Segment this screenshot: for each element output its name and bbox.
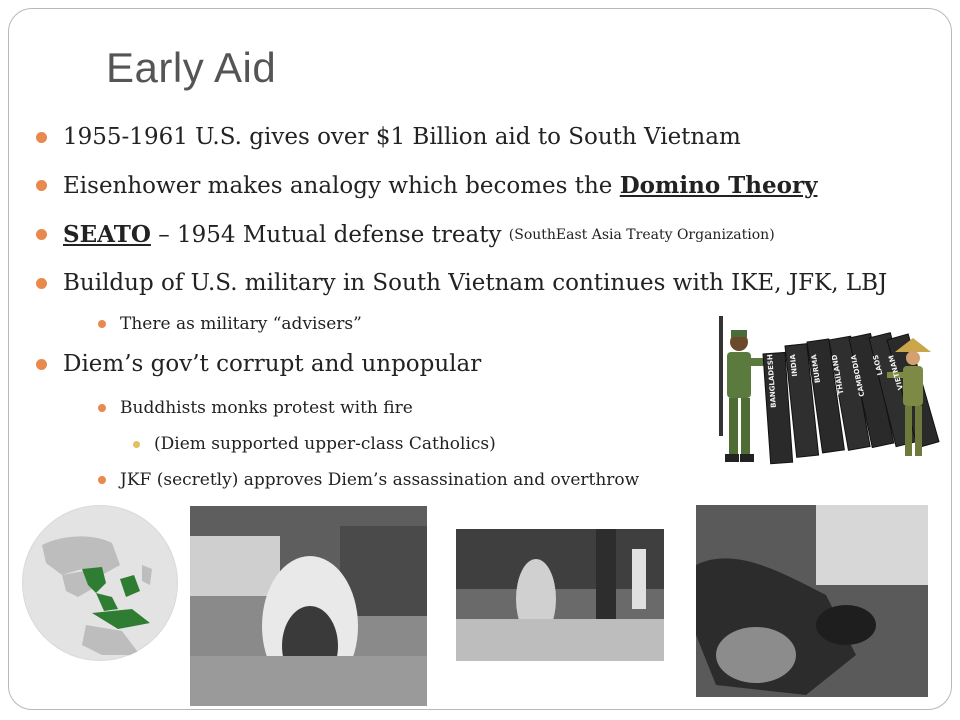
sub-bullet-jfk — [98, 470, 639, 490]
bullet-dot-icon — [36, 229, 47, 240]
bullet-dot-icon — [98, 404, 106, 412]
bullet-aid — [36, 124, 741, 150]
bullet-dot-icon — [36, 180, 47, 191]
sub-bullet-monks — [98, 398, 413, 418]
bullet-text: JKF (secretly) approves Diem’s assassination and overthrow — [120, 470, 640, 490]
slide-title: Early Aid — [106, 44, 277, 91]
domino-label: INDIA — [788, 353, 800, 377]
domino-label: CAMBODIA — [849, 354, 867, 398]
domino-cartoon-image — [711, 306, 944, 478]
bullet-dot-icon — [36, 359, 47, 370]
southeast-asia-globe-image — [22, 505, 178, 661]
bullet-buildup — [36, 270, 887, 296]
domino-labels-layer — [711, 306, 944, 478]
domino-label: VIETNAM — [887, 354, 905, 391]
sub-sub-bullet-catholics — [133, 434, 496, 454]
seato-note: (SouthEast Asia Treaty Organization) — [508, 226, 775, 243]
bullet-text: There as military “advisers” — [120, 314, 362, 334]
bullet-dot-icon — [98, 320, 106, 328]
photo-left-svg — [190, 506, 427, 706]
domino-theory-term: Domino Theory — [619, 172, 818, 199]
bullet-dot-icon — [98, 476, 106, 484]
bullet-dot-icon — [36, 278, 47, 289]
domino-label: BURMA — [810, 353, 822, 384]
bullet-text: Buddhists monks protest with fire — [120, 398, 413, 418]
bullet-text: Buildup of U.S. military in South Vietnam continues with IKE, JFK, LBJ — [63, 270, 888, 296]
domino-label: LAOS — [871, 353, 885, 377]
globe-svg — [22, 505, 178, 661]
bullet-dot-icon — [133, 441, 140, 448]
sub-bullet-advisers — [98, 314, 362, 334]
bullet-text: (Diem supported upper-class Catholics) — [154, 434, 496, 454]
domino-label: BANGLADESH — [766, 353, 778, 409]
domino-label: THAILAND — [830, 353, 846, 395]
bullet-text: Diem’s gov’t corrupt and unpopular — [63, 351, 482, 377]
bullet-seato — [36, 221, 775, 248]
seato-term: SEATO — [63, 221, 151, 248]
bullet-text: – 1954 Mutual defense treaty — [150, 221, 509, 248]
bullet-text: 1955-1961 U.S. gives over $1 Billion aid to South Vietnam — [63, 124, 741, 150]
bullet-diem — [36, 351, 481, 377]
photo-middle-svg — [456, 529, 664, 661]
burning-monk-photo-middle — [456, 529, 664, 661]
bullet-dot-icon — [36, 132, 47, 143]
photo-right-svg — [696, 505, 928, 697]
burning-monk-photo-left — [190, 506, 427, 706]
diem-assassination-photo — [696, 505, 928, 697]
bullet-text: Eisenhower makes analogy which becomes the — [63, 172, 620, 199]
bullet-domino — [36, 172, 817, 199]
